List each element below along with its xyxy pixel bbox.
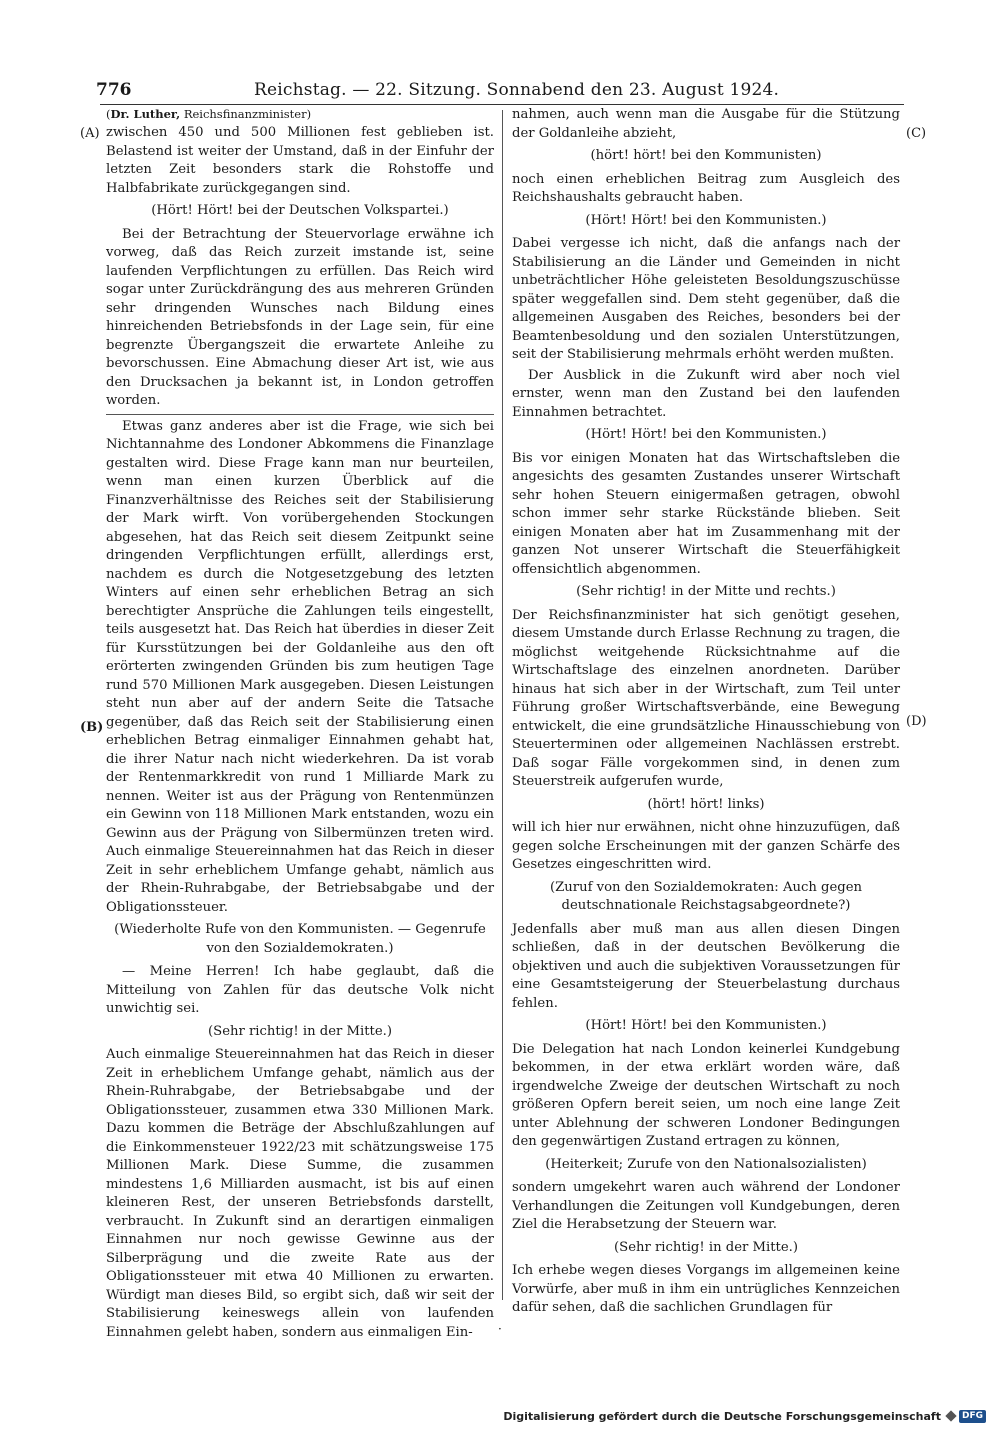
reaction-line: (Sehr richtig! in der Mitte.) — [614, 1239, 798, 1255]
bottom-dot: · — [498, 1322, 502, 1336]
page-number: 776 — [96, 80, 132, 100]
reaction-line: (hört! hört! links) — [647, 796, 765, 812]
paragraph: Auch einmalige Steuereinnahmen hat das Reich in dieser Zeit in erheblichem Umfange gehabt, nämlich aus der Rhein-Ruhrabgabe, der Betriebsabgabe und der Obligationssteuer, zusammen etwa 330 Millionen Mark. Dazu kommen die Beträge der Abschlußzahlungen auf die Einkommensteuer 1922/23 mit schätzungsweise 175 Millionen Mark. Diese Summe, die zusammen mindestens 1,6 Milliarden ausmacht, ist bis auf einen kleineren Rest, der unseren Betriebsfonds darstellt, verbraucht. In Zukunft sind an derartigen einmaligen Einnahmen nur noch gewisse Gewinne aus der Silberprägung und die zweite Rate aus der Obligationssteuer mit etwa 40 Millionen zu erwarten. Würdigt man dieses Bild, so ergibt sich, daß wir seit der Stabilisierung keineswegs allein von laufenden Einnahmen gelebt haben, sondern aus einmaligen Ein- — [106, 1047, 494, 1340]
column-rule — [502, 110, 503, 1300]
separator — [106, 414, 494, 415]
margin-marker-c: (C) — [906, 126, 927, 141]
running-title: Reichstag. — 22. Sitzung. Sonnabend den 23. August 1924. — [254, 80, 780, 100]
reaction-line: (Heiterkeit; Zurufe von den Nationalsozialisten) — [545, 1156, 867, 1172]
paragraph: Die Delegation hat nach London keinerlei Kundgebung bekommen, in der etwa erklärt worden wäre, daß irgendwelche Zweige der deutschen Wirtschaft zu noch größeren Opfern bereit seien, um noch eine lange Zeit unter Ablehnung der schweren Londoner Bedingungen den gegenwärtigen Zustand ertragen zu können, — [512, 1041, 900, 1149]
paragraph: Dabei vergesse ich nicht, daß die anfangs nach der Stabilisierung an die Länder und Gemeinden in nicht unbeträchtlicher Höhe geleisteten Besoldungszuschüsse später weggefallen sind. Dem steht gegenüber, daß die allgemeinen Ausgaben des Reiches, besonders bei der Beamtenbesoldung und den sozialen Unterstützungen, seit der Stabilisierung mehrmals erhöht werden mußten. — [512, 236, 900, 362]
reaction-line: (Sehr richtig! in der Mitte und rechts.) — [576, 584, 836, 599]
paragraph: Etwas ganz anderes aber ist die Frage, wie sich bei Nichtannahme des Londoner Abkommens die Finanzlage gestalten wird. Diese Frage kann man nur beurteilen, wenn man einen kurzen Überblick auf die Finanzverhältnisse des Reiches seit der Stabilisierung der Mark wirft. Von vorübergehenden Stockungen abgesehen, hat das Reich seit diesem Zeitpunkt seine dringenden Verpflichtungen erfüllt, allerdings erst, nachdem es durch die Notgesetzgebung des letzten Winters auf einen sehr erheblichen Betrag an sich berechtigter Ansprüche die Zahlungen teils eingestellt, teils ausgesetzt hat. Das Reich hat überdies in dieser Zeit für Kursstützungen bei der Goldanleihe aus den oft erörterten zwingenden Gründen bis zum heutigen Tage rund 570 Millionen Mark ausgegeben. Diesen Leistungen steht nun aber auf der andern Seite die Tatsache gegenüber, daß das Reich seit der Stabilisierung einen erheblichen Betrag einmaliger Einnahmen gehabt hat, die ihrer Natur nach nicht wiederkehren. Da ist vorab der Rentenmarkkredit von rund 1 Milliarde Mark zu nennen. Weiter ist aus der Prägung von Rentenmünzen ein Gewinn von 118 Millionen Mark entstanden, wozu ein Gewinn aus der Prägung von Silbermünzen treten wird. Auch einmalige Steuereinnahmen hat das Reich in dieser Zeit in sehr erheblichem Umfange gehabt, nämlich aus der Rhein-Ruhrabgabe, der Betriebsabgabe und der Obligationssteuer. — [106, 418, 494, 915]
paragraph: — Meine Herren! Ich habe geglaubt, daß die Mitteilung von Zahlen für das deutsche Volk nicht unwichtig sei. — [106, 964, 494, 1016]
margin-marker-d: (D) — [906, 714, 927, 729]
paragraph: Bis vor einigen Monaten hat das Wirtschaftsleben die angesichts des gesamten Zustandes unserer Wirtschaft sehr hohen Steuern einigermaßen getragen, obwohl schon immer sehr starke Rückstände blieben. Seit einigen Monaten aber hat im Zusammenhang mit der ganzen Not unserer Wirtschaft die Steuerfähigkeit offensichtlich abgenommen. — [512, 450, 900, 577]
paragraph: Jedenfalls aber muß man aus allen diesen Dingen schließen, daß in der deutschen Bevölkerung die objektiven und auch die subjektiven Voraussetzungen für eine Gesamtsteigerung der Steuerbelastung durchaus fehlen. — [512, 921, 900, 1011]
page-header — [96, 78, 904, 102]
reaction-line: (Hört! Hört! bei den Kommunisten.) — [585, 1018, 827, 1033]
reaction-line: (Wiederholte Rufe von den Kommunisten. — Gegenrufe von den Sozialdemokraten.) — [114, 922, 486, 956]
paragraph: will ich hier nur erwähnen, nicht ohne hinzuzufügen, daß gegen solche Erscheinungen mit der ganzen Schärfe des Gesetzes eingeschritten wird. — [512, 820, 900, 872]
paragraph: Der Ausblick in die Zukunft wird aber noch viel ernster, wenn man den Zustand bei den laufenden Einnahmen betrachtet. — [512, 367, 900, 420]
reaction-line: (Hört! Hört! bei den Kommunisten.) — [585, 212, 827, 228]
reaction-line: (Hört! Hört! bei den Kommunisten.) — [585, 427, 827, 442]
paragraph: Bei der Betrachtung der Steuervorlage erwähne ich vorweg, daß das Reich zurzeit imstande ist, seine laufenden Verpflichtungen zu erfüllen. Das Reich wird sogar unter Zurückdrängung des aus mehreren Gründen sehr dringenden Wunsches nach Bildung eines hinreichenden Betriebsfonds in der Lage sein, für eine begrenzte Übergangszeit die erwartete Anleihe zu bevorschussen. Eine Abmachung dieser Art ist, wie aus den Drucksachen ja bekannt ist, in London getroffen worden. — [106, 226, 494, 408]
margin-marker-a: (A) — [80, 126, 100, 141]
speaker-name: Dr. Luther, — [110, 107, 181, 121]
paragraph: noch einen erheblichen Beitrag zum Ausgleich des Reichshaushalts gebraucht haben. — [512, 171, 900, 205]
footer-text: Digitalisierung gefördert durch die Deutsche Forschungsgemeinschaft — [503, 1409, 941, 1423]
reaction-line: (hört! hört! bei den Kommunisten) — [590, 148, 822, 163]
reaction-line: (Sehr richtig! in der Mitte.) — [208, 1023, 392, 1039]
reaction-line: (Zuruf von den Sozialdemokraten: Auch gegen deutschnationale Reichstagsabgeordnete?) — [549, 879, 863, 913]
right-column — [512, 106, 900, 1320]
margin-marker-b: (B) — [80, 720, 104, 735]
paragraph: nahmen, auch wenn man die Ausgabe für die Stützung der Goldanleihe abzieht, — [512, 107, 900, 141]
paragraph: Ich erhebe wegen dieses Vorgangs im allgemeinen keine Vorwürfe, aber muß in ihm ein untrügliches Kennzeichen dafür sehen, daß die sachlichen Grundlagen für — [512, 1263, 900, 1315]
reaction-line: (Hört! Hört! bei der Deutschen Volkspartei.) — [151, 203, 449, 218]
digitization-footer — [503, 1408, 986, 1424]
dfg-logo: DFG — [959, 1410, 986, 1423]
paragraph: zwischen 450 und 500 Millionen fest geblieben ist. Belastend ist weiter der Umstand, daß in der Einfuhr der letzten Zeit besonders stark die Rohstoffe und Halbfabrikate zurückgegangen sind. — [106, 125, 494, 196]
speaker-role: Reichsfinanzminister) — [183, 107, 312, 121]
left-column — [106, 106, 494, 1344]
paragraph: Der Reichsfinanzminister hat sich genötigt gesehen, diesem Umstande durch Erlasse Rechnung zu tragen, die möglichst weitgehende Rücksichtnahme auf die Wirtschaftslage des einzelnen anordneten. Darüber hinaus hat sich aber in der Wirtschaft, zum Teil unter Führung großer Wirtschaftsverbände, eine Bewegung entwickelt, die eine grundsätzliche Hinausschiebung von Steuerterminen oder allgemeinen Nachlässen erstrebt. Daß sogar Fälle vorgekommen sind, in denen zum Steuerstreik aufgerufen wurde, — [512, 607, 900, 789]
dfg-diamond-icon — [945, 1410, 956, 1421]
speaker-line: (Dr. Luther, Reichsfinanzminister) — [106, 107, 312, 121]
paragraph: sondern umgekehrt waren auch während der Londoner Verhandlungen die Zeitungen voll Kundgebungen, deren Ziel die Herabsetzung der Steuern war. — [512, 1180, 900, 1232]
header-rule — [100, 104, 904, 105]
